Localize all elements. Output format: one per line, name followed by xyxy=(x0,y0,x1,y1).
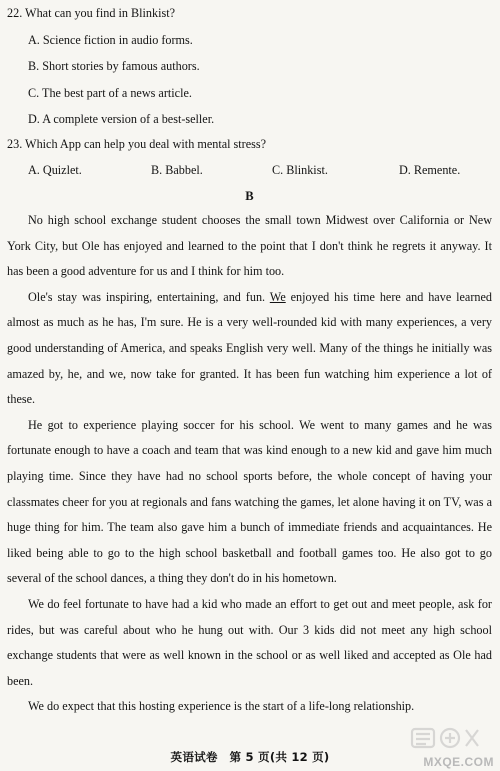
question-22-stem: 22. What can you find in Blinkist? xyxy=(7,6,176,20)
question-22-options xyxy=(7,32,492,128)
passage-paragraph-5: We do expect that this hosting experience is the start of a life-long relationship. xyxy=(28,699,415,714)
passage-paragraph-4: We do feel fortunate to have had a kid who made an effort to get out and meet people, ask for rides, but was careful about who he hung out with. Our 3 kids did not meet any high school exchange students that were as well known in the school or as well liked and accepted as Ole had been. xyxy=(7,596,492,688)
watermark-text: MXQE.COM xyxy=(423,755,494,769)
passage-paragraph-2-start: Ole's stay was inspiring, entertaining, and fun. xyxy=(28,289,270,304)
question-22-option-c: C. The best part of a news article. xyxy=(28,85,192,100)
passage-paragraph-2-rest: enjoyed his time here and have learned almost as much as he has, I'm sure. He is a very well-rounded kid with many experiences, a very good understanding of America, and speaks English very well. Many of the things he initially was amazed by, he, and we, now take for granted. It has been fun watching him experience a lot of these. xyxy=(7,289,492,407)
page-footer: 英语试卷 第 5 页(共 12 页) xyxy=(170,750,330,764)
question-23-option-b: B. Babbel. xyxy=(151,163,203,177)
question-22-option-a: A. Science fiction in audio forms. xyxy=(28,32,193,47)
question-22-option-b: B. Short stories by famous authors. xyxy=(28,59,200,73)
passage-paragraph-2 xyxy=(7,285,492,413)
passage-paragraph-3: He got to experience playing soccer for his school. We went to many games and he was fortunate enough to have a coach and team that was kind enough to a new kid and gave him much playing time. Since they have had no school sports before, the whole concept of having your classmates cheer for you at regionals and fans watching the games, let alone having it on TV, was a huge thing for him. The team also gave him a bunch of immediate friends and acquaintances. He liked being able to go to the high school basketball and football games too. He also got to go several of the school dances, a thing they don't do in his hometown. xyxy=(7,417,492,586)
passage-paragraph-1: No high school exchange student chooses the small town Midwest over California or New York City, but Ole has enjoyed and learned to the point that I don't think he regrets it anyway. It has been a good adventure for us and I think for him too. xyxy=(7,213,492,279)
question-23-option-d: D. Remente. xyxy=(399,163,461,177)
underlined-word: We xyxy=(269,289,286,304)
question-23-option-c: C. Blinkist. xyxy=(272,163,328,177)
reading-passage xyxy=(7,208,492,720)
question-22-option-d: D. A complete version of a best-seller. xyxy=(28,112,215,126)
section-heading: B xyxy=(245,189,254,203)
question-23-stem: 23. Which App can help you deal with mental stress? xyxy=(7,137,267,151)
question-23-options xyxy=(7,162,492,178)
question-23-option-a: A. Quizlet. xyxy=(28,163,82,177)
